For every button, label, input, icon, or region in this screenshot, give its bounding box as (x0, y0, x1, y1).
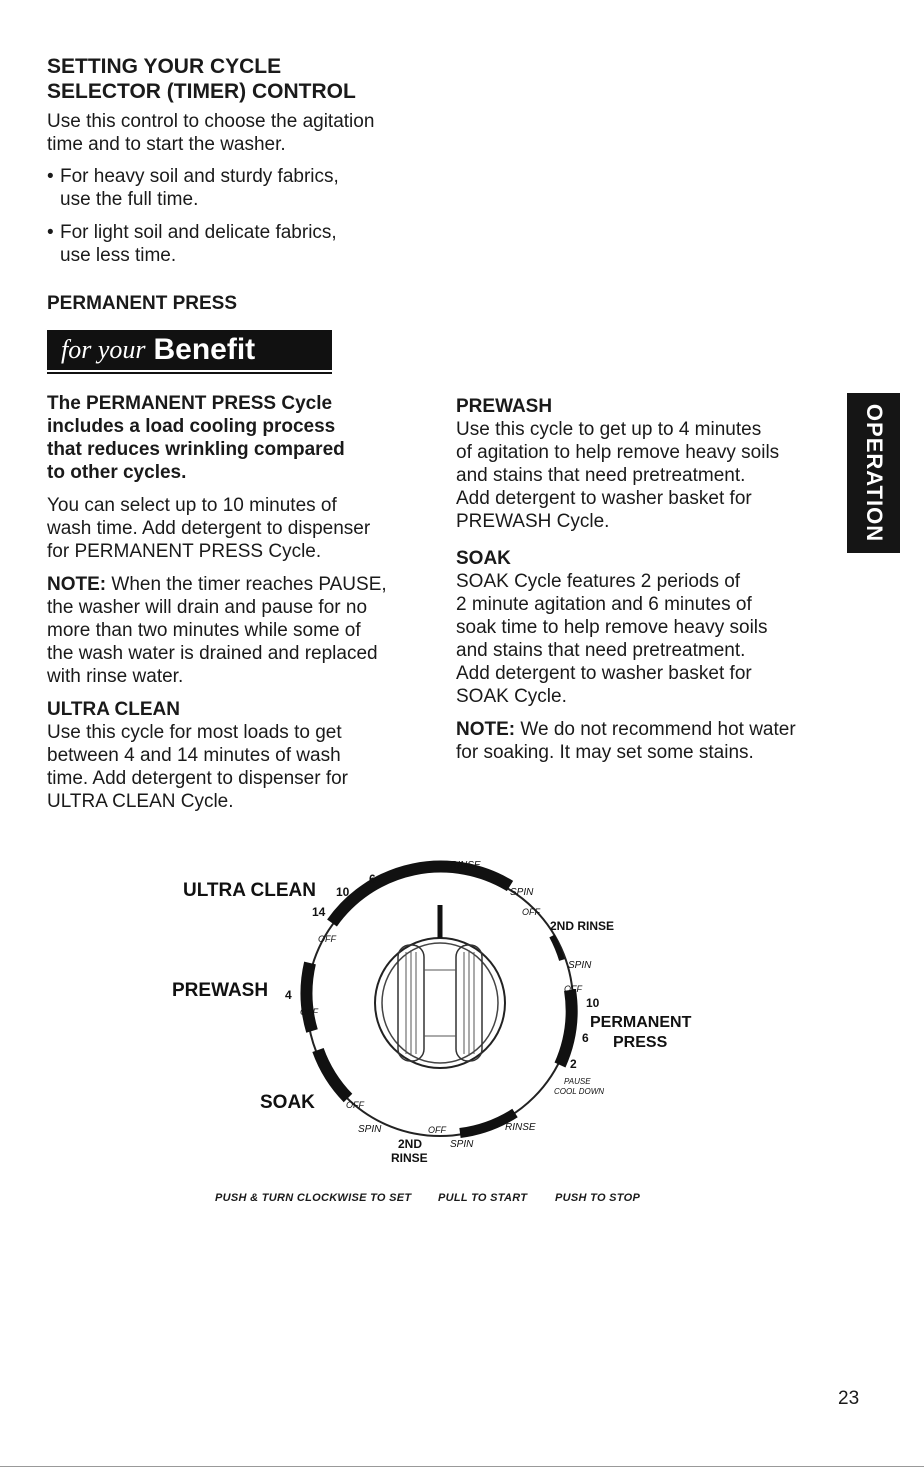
bullet-heavy-soil: • For heavy soil and sturdy fabrics, use the full time. (47, 165, 447, 211)
svg-text:4: 4 (285, 988, 292, 1002)
svg-text:SPIN: SPIN (450, 1139, 474, 1150)
svg-text:OFF: OFF (300, 1007, 318, 1017)
ultra-clean-description: Use this cycle for most loads to get between 4 and 14 minutes of wash time. Add detergent to dispenser for ULTRA CLEAN Cycle. (47, 722, 349, 812)
svg-text:10: 10 (586, 996, 600, 1010)
svg-text:SPIN: SPIN (568, 960, 592, 971)
right-column (456, 395, 841, 764)
permanent-press-heading: PERMANENT PRESS (47, 293, 238, 314)
svg-text:RINSE: RINSE (391, 1151, 428, 1165)
permanent-press-arc (560, 990, 572, 1065)
left-column (47, 392, 437, 813)
label-2nd-rinse: 2ND RINSE (550, 919, 615, 933)
banner-underline (47, 372, 332, 374)
caption-pull-start: PULL TO START (438, 1192, 528, 1204)
svg-text:OFF: OFF (564, 984, 582, 994)
ultra-clean-heading: ULTRA CLEAN (47, 699, 180, 720)
page-number: 23 (838, 1388, 860, 1409)
svg-text:2ND: 2ND (398, 1137, 423, 1151)
soak-arc (318, 1050, 348, 1098)
intro-text: Use this control to choose the agitation time and to start the washer. (47, 111, 375, 155)
caption-push-stop: PUSH TO STOP (555, 1192, 641, 1204)
label-press: PRESS (613, 1034, 668, 1051)
svg-text:14: 14 (312, 905, 326, 919)
prewash-heading: PREWASH (456, 396, 553, 417)
svg-text:OFF: OFF (346, 1100, 364, 1110)
svg-text:6: 6 (369, 872, 376, 886)
svg-text:OFF: OFF (318, 934, 336, 944)
permanent-press-lead: The PERMANENT PRESS Cycle includes a load cooling process that reduces wrinkling compared to other cycles. (47, 393, 345, 483)
bullet-list (47, 165, 447, 277)
soak-heading: SOAK (456, 548, 511, 569)
svg-text:RINSE: RINSE (505, 1122, 536, 1133)
second-rinse-arc (552, 936, 562, 960)
cycle-selector-dial (150, 850, 710, 1180)
svg-text:10: 10 (336, 885, 350, 899)
section-title: SETTING YOUR CYCLE SELECTOR (TIMER) CONTROL (47, 55, 356, 103)
svg-text:COOL DOWN: COOL DOWN (554, 1087, 605, 1096)
svg-text:OFF: OFF (522, 907, 540, 917)
svg-text:OFF: OFF (428, 1125, 446, 1135)
label-prewash: PREWASH (172, 980, 269, 1001)
svg-text:6: 6 (582, 1031, 589, 1045)
svg-text:SPIN: SPIN (358, 1124, 382, 1135)
pause-note: NOTE: When the timer reaches PAUSE, the washer will drain and pause for no more than two minutes while some of the wash water is drained and replaced with rinse water. (47, 574, 387, 687)
operation-side-tab: OPERATION (847, 393, 900, 553)
svg-text:2: 2 (570, 1057, 577, 1071)
permanent-press-description: You can select up to 10 minutes of wash time. Add detergent to dispenser for PERMANENT PRESS Cycle. (47, 495, 371, 562)
label-permanent: PERMANENT (590, 1014, 692, 1031)
ultra-clean-arc (332, 867, 510, 923)
label-ultra-clean: ULTRA CLEAN (183, 880, 316, 901)
soak-note: NOTE: We do not recommend hot water for soaking. It may set some stains. (456, 719, 796, 763)
caption-push-turn: PUSH & TURN CLOCKWISE TO SET (215, 1192, 412, 1204)
label-soak: SOAK (260, 1092, 315, 1113)
svg-text:SPIN: SPIN (510, 887, 534, 898)
svg-text:PAUSE: PAUSE (564, 1077, 591, 1086)
soak-description: SOAK Cycle features 2 periods of 2 minute agitation and 6 minutes of soak time to help remove heavy soils and stains that need pretreatment. Add detergent to washer basket for SOAK Cycle. (456, 571, 768, 707)
prewash-description: Use this cycle to get up to 4 minutes of agitation to help remove heavy soils and stains that need pretreatment. Add detergent to washer basket for PREWASH Cycle. (456, 419, 780, 532)
bottom-edge-line (0, 1466, 924, 1467)
bullet-light-soil: • For light soil and delicate fabrics, use less time. (47, 221, 447, 267)
prewash-arc (307, 963, 312, 1031)
knob-outer[interactable] (375, 938, 505, 1068)
svg-text:RINSE: RINSE (450, 860, 481, 871)
for-your-benefit-banner: for your Benefit (47, 330, 332, 370)
